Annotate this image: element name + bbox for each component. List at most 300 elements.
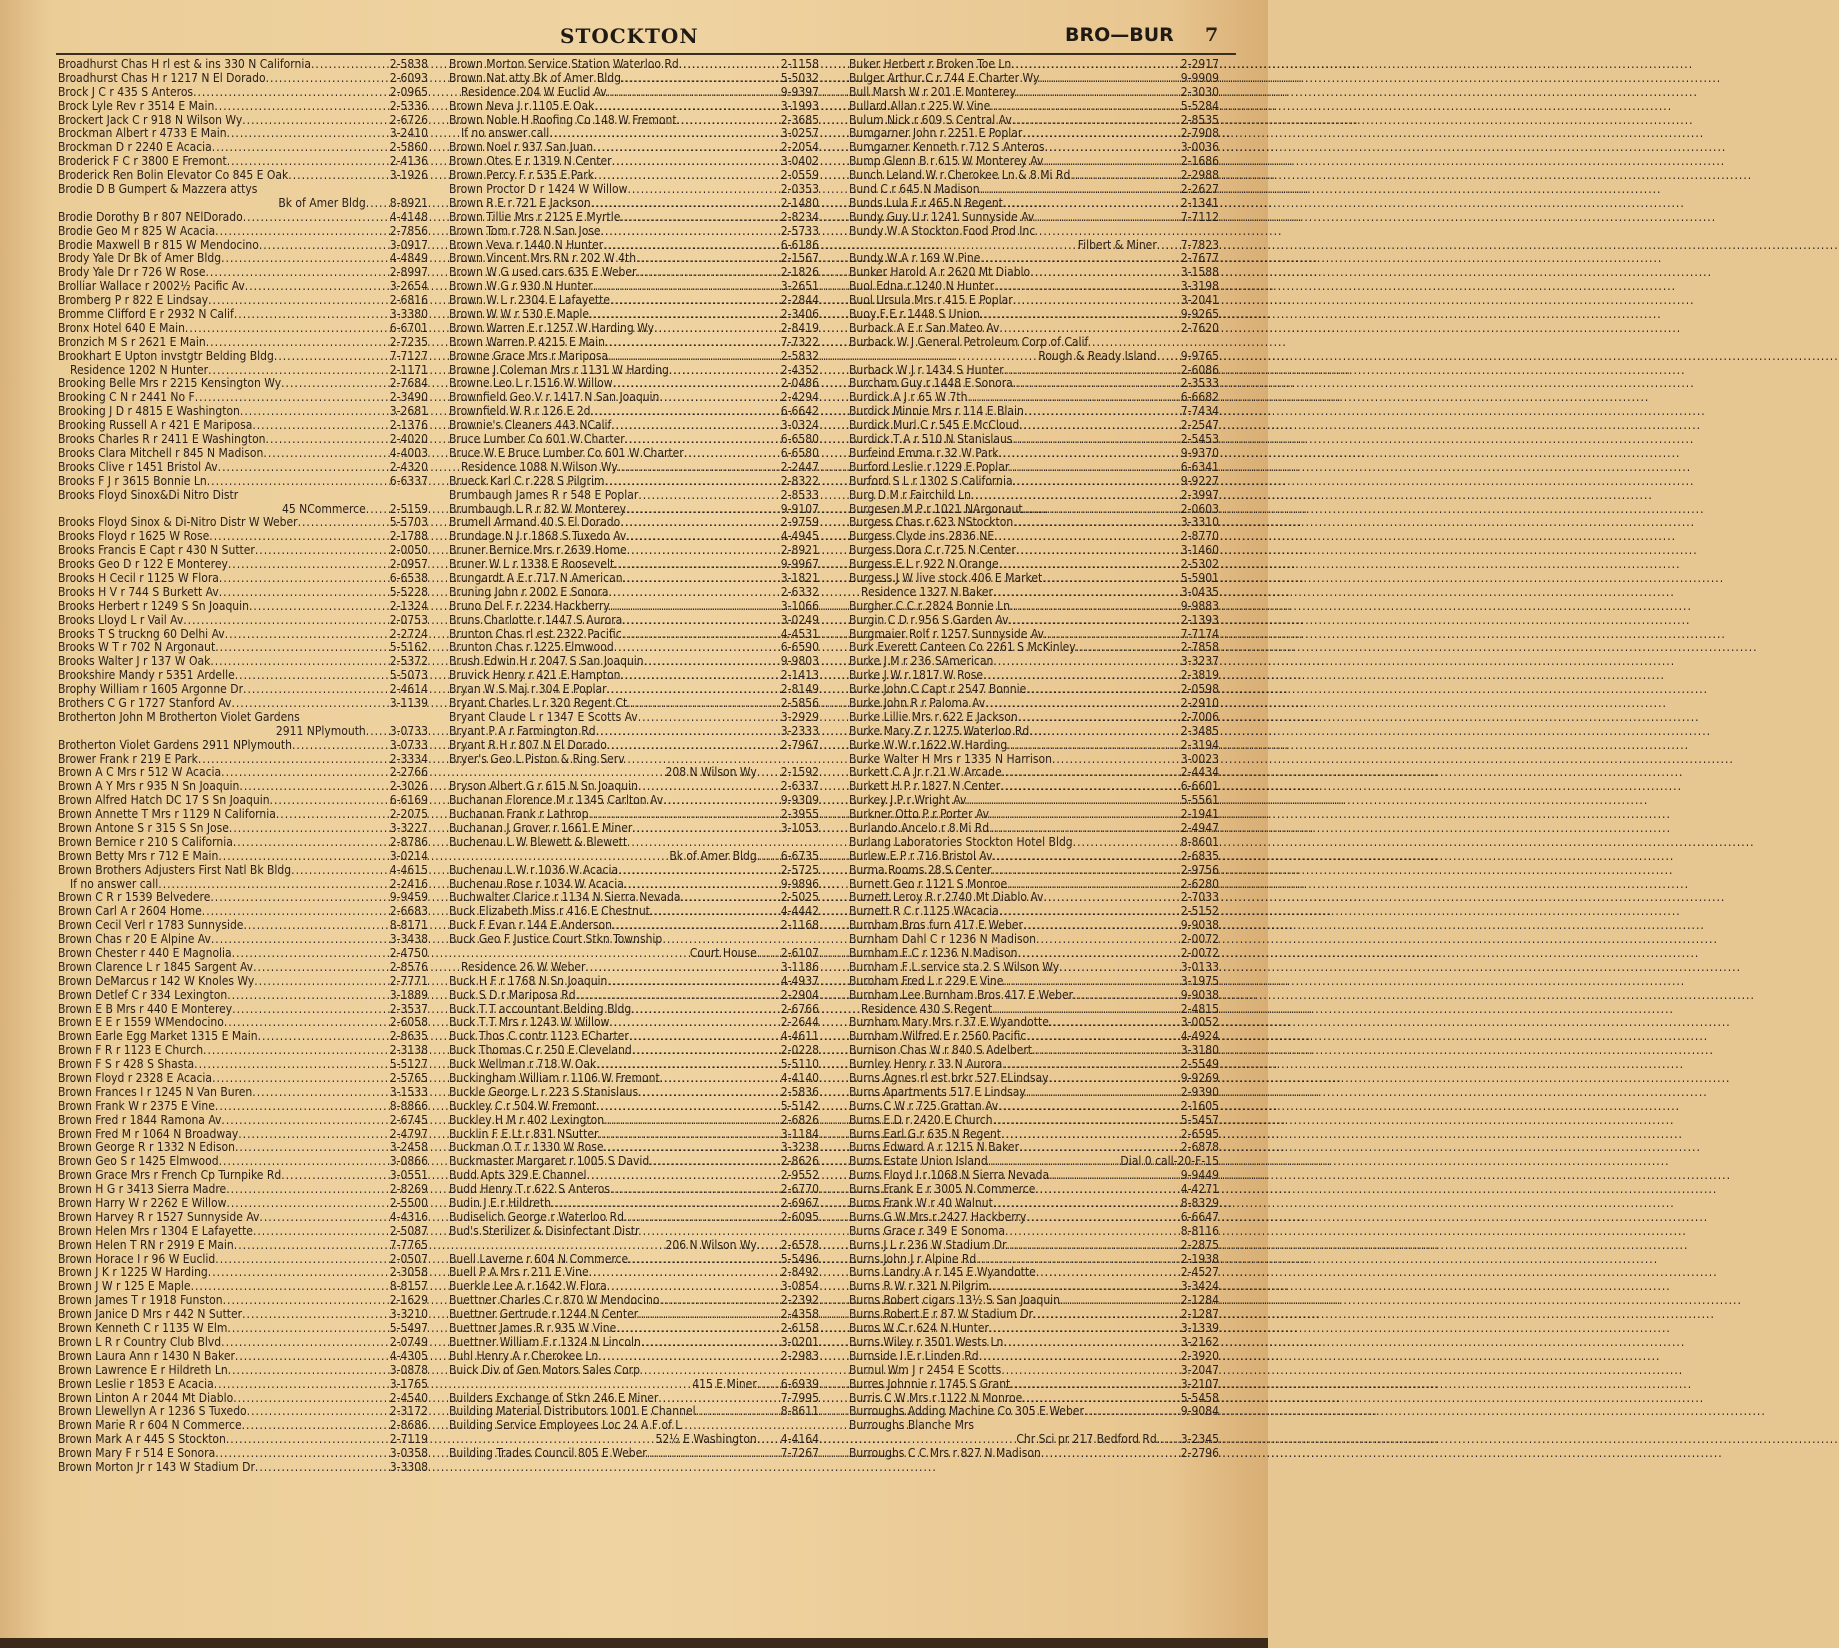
listing-name: Brock Lyle Rev r 3514 E Main — [58, 98, 215, 113]
leader-dots — [212, 1072, 390, 1086]
listing-entry — [58, 72, 428, 86]
listing-phone: 4-4316 — [389, 1209, 428, 1224]
leader-dots — [221, 252, 390, 266]
listing-phone: 2-5860 — [389, 140, 428, 155]
listing-phone: 4-4140 — [780, 1071, 819, 1086]
listing-entry — [58, 614, 428, 628]
listing-entry — [449, 1308, 819, 1322]
listing-name: Burback A E r San Mateo Av — [849, 320, 1000, 335]
listing-phone: 2-0486 — [780, 376, 819, 391]
listing-entry — [58, 1364, 428, 1378]
listing-name: Buckle George L r 223 S Stanislaus — [449, 1084, 639, 1099]
listing-phone: 2-1826 — [780, 265, 819, 280]
leader-dots — [1016, 86, 1181, 100]
listing-phone: 3-2041 — [1180, 293, 1219, 308]
leader-dots — [549, 127, 781, 141]
listing-phone: 2-7006 — [1180, 709, 1219, 724]
listing-entry — [449, 1086, 819, 1100]
listing-name: Burdick A J r 65 W 7th — [849, 390, 968, 405]
listing-entry — [58, 1322, 428, 1336]
listing-name: Bund C r 645 N Madison — [849, 182, 980, 197]
listing-entry — [849, 891, 1219, 905]
listing-entry — [449, 266, 819, 280]
leader-dots — [591, 197, 781, 211]
listing-name: Brown A Y Mrs r 935 N Sn Joaquin — [58, 779, 240, 794]
listing-phone: 2-6337 — [780, 779, 819, 794]
listing-name: Burford S L r 1302 S California — [849, 473, 1013, 488]
listing-entry — [58, 1128, 428, 1142]
listing-name: Bryson Albert G r 615 N Sn Joaquin — [449, 779, 638, 794]
listing-name: Brown Lawrence E r Hildreth Ln — [58, 1362, 228, 1377]
listing-phone: 4-4924 — [1180, 1029, 1219, 1044]
leader-dots — [215, 1100, 390, 1114]
listing-name: Burns Grace r 349 E Sonoma — [849, 1223, 1005, 1238]
listing-entry — [58, 1308, 428, 1322]
listing-phone: 4-4611 — [780, 1029, 819, 1044]
listing-entry — [449, 1419, 819, 1433]
leader-dots — [263, 447, 389, 461]
listing-phone: 3-3198 — [1180, 279, 1219, 294]
listing-entry — [58, 878, 428, 892]
leader-dots — [1157, 350, 1181, 364]
listing-phone: 9-9803 — [780, 654, 819, 669]
listing-phone: 2-9756 — [1180, 862, 1219, 877]
listing-name: Browne J Coleman Mrs r 1131 W Harding — [449, 362, 669, 377]
listing-entry — [58, 933, 428, 947]
listing-entry — [449, 558, 819, 572]
listing-phone: 2-2910 — [1180, 695, 1219, 710]
listing-entry — [449, 1169, 819, 1183]
listing-phone: 3-3238 — [780, 1140, 819, 1155]
listing-entry — [449, 989, 819, 1003]
listing-phone: 2-2644 — [780, 1015, 819, 1030]
listing-entry — [58, 947, 428, 961]
leader-dots — [663, 794, 781, 808]
listing-phone: 2-2054 — [780, 140, 819, 155]
listing-phone: 2-4358 — [780, 1307, 819, 1322]
listing-entry — [449, 766, 819, 780]
leader-dots — [649, 1155, 781, 1169]
listing-phone: 3-1339 — [1180, 1321, 1219, 1336]
leader-dots — [185, 322, 390, 336]
listing-phone: 2-2983 — [780, 1348, 819, 1363]
listing-phone: 2-1480 — [780, 195, 819, 210]
leader-dots — [627, 183, 780, 197]
listing-name: Brooks H Cecil r 1125 W Flora — [58, 570, 219, 585]
listing-phone: 2-3920 — [1180, 1348, 1219, 1363]
listing-name: Burnul Wm J r 2454 E Scotts — [849, 1362, 1002, 1377]
listing-name: Bronzich M S r 2621 E Main — [58, 334, 206, 349]
listing-phone: 2-0965 — [389, 84, 428, 99]
listing-phone: 2-2875 — [1180, 1237, 1219, 1252]
listing-entry — [849, 1211, 1219, 1225]
leader-dots — [1036, 933, 1181, 947]
listing-name: Court House — [689, 946, 757, 960]
listing-entry — [58, 891, 428, 905]
listing-name: Burns Wiley r 3501 Wests Ln — [849, 1334, 1004, 1349]
listing-entry — [449, 58, 819, 72]
listing-entry — [849, 655, 1219, 669]
leader-dots — [696, 1405, 781, 1419]
listing-name: Brodie Maxwell B r 815 W Mendocino — [58, 237, 259, 252]
listing-name: Brown Fred M r 1064 N Broadway — [58, 1126, 239, 1141]
listing-name: Buettner William F r 1324 N Lincoln — [449, 1334, 641, 1349]
listing-entry — [449, 669, 819, 683]
listing-name: Buck Geo F Justice Court Stkn Township — [449, 932, 663, 947]
listing-name: Burnham Mary Mrs r 37 E Wyandotte — [849, 1015, 1049, 1030]
leader-dots — [992, 850, 1180, 864]
listing-phone: 2-9390 — [1180, 1084, 1219, 1099]
listing-phone: 3-0435 — [1180, 584, 1219, 599]
listing-name: Brown Leslie r 1853 E Acacia — [58, 1376, 214, 1391]
listing-name: Bud's Sterilizer & Disinfectant Distr — [449, 1223, 640, 1238]
listing-name: Broderick F C r 3800 E Fremont — [58, 154, 227, 169]
listing-phone: 4-4305 — [389, 1348, 428, 1363]
listing-entry — [849, 1419, 1219, 1433]
listing-entry — [58, 322, 428, 336]
listing-name: Burns John J r Alpine Rd — [849, 1251, 977, 1266]
listing-entry — [58, 1183, 428, 1197]
listing-entry — [58, 544, 428, 558]
listing-phone: 2-4797 — [389, 1126, 428, 1141]
leader-dots — [1017, 947, 1180, 961]
listing-phone: 2-1413 — [780, 668, 819, 683]
listing-phone: 3-0733 — [389, 737, 428, 752]
listing-entry — [58, 266, 428, 280]
listing-entry — [449, 655, 819, 669]
listing-phone: 9-9269 — [1180, 1071, 1219, 1086]
leader-dots — [1039, 72, 1180, 86]
listing-phone: 3-0249 — [780, 612, 819, 627]
listing-entry — [58, 711, 428, 725]
leader-dots — [292, 739, 390, 753]
leader-dots — [202, 905, 390, 919]
leader-dots — [270, 794, 390, 808]
listing-entry — [849, 933, 1219, 947]
listing-phone: 3-3424 — [1180, 1279, 1219, 1294]
listing-name: Buckmaster Margaret r 1005 S David — [449, 1154, 650, 1169]
listing-name: Burnham Dahl C r 1236 N Madison — [849, 932, 1037, 947]
listing-name: Burris C W Mrs r 1122 N Monroe — [849, 1390, 1023, 1405]
listing-entry — [449, 1266, 819, 1280]
leader-dots — [980, 252, 1180, 266]
listing-entry — [449, 489, 819, 503]
listing-entry — [849, 1072, 1219, 1086]
listing-phone: 3-3180 — [1180, 1043, 1219, 1058]
listing-entry — [449, 530, 819, 544]
listing-phone: 7-7765 — [389, 1237, 428, 1252]
leader-dots — [1003, 1336, 1180, 1350]
leader-dots — [638, 780, 781, 794]
listing-entry — [449, 1030, 819, 1044]
listing-name: Brooking Belle Mrs r 2215 Kensington Wy — [58, 376, 282, 391]
listing-entry — [449, 503, 819, 517]
listing-name: Brown Helen T RN r 2919 E Main — [58, 1237, 234, 1252]
leader-dots — [1024, 405, 1181, 419]
listing-entry — [449, 239, 819, 253]
listing-entry — [449, 447, 819, 461]
listing-phone: 2-2844 — [780, 293, 819, 308]
listing-phone: 3-0052 — [1180, 1015, 1219, 1030]
leader-dots — [593, 280, 781, 294]
listing-name: Brown R E r 721 E Jackson — [449, 195, 591, 210]
listing-entry — [849, 558, 1219, 572]
page-header — [0, 20, 1268, 54]
listing-phone: 9-9038 — [1180, 987, 1219, 1002]
listing-phone: 6-6169 — [389, 793, 428, 808]
listing-name: Brooks Charles R r 2411 E Washington — [58, 432, 266, 447]
leader-dots — [209, 530, 389, 544]
listing-name: Buck S D r Mariposa Rd — [449, 987, 576, 1002]
listing-entry — [849, 239, 1219, 253]
listing-name: Burnham Wilfred E r 2560 Pacific — [849, 1029, 1027, 1044]
leader-dots — [1052, 753, 1181, 767]
leader-dots — [757, 766, 781, 780]
listing-phone: 2-8626 — [780, 1154, 819, 1169]
listing-name: Buck Thomas C r 250 E Cleveland — [449, 1043, 632, 1058]
listing-phone: 2-8997 — [389, 265, 428, 280]
leader-dots — [601, 225, 781, 239]
leader-dots — [757, 850, 781, 864]
leader-dots — [366, 503, 390, 517]
leader-dots — [625, 433, 781, 447]
listing-phone: 2-7967 — [780, 737, 819, 752]
listing-name: Bundy W A r 169 W Pine — [849, 251, 981, 266]
listing-entry — [849, 836, 1219, 850]
listing-phone: 3-0036 — [1180, 140, 1219, 155]
leader-dots — [214, 100, 389, 114]
leader-dots — [605, 336, 781, 350]
leader-dots — [208, 294, 390, 308]
listing-entry — [58, 1266, 428, 1280]
listing-entry — [58, 447, 428, 461]
leader-dots — [980, 308, 1181, 322]
listing-entry — [849, 614, 1219, 628]
listing-name: Bronx Hotel 640 E Main — [58, 320, 185, 335]
leader-dots — [253, 961, 390, 975]
listing-phone: 3-1889 — [389, 987, 428, 1002]
listing-phone: 2-2416 — [389, 876, 428, 891]
listing-entry — [449, 1378, 819, 1392]
listing-entry — [449, 1128, 819, 1142]
listing-name: Bumgarner Kenneth r 712 S Anteros — [849, 140, 1045, 155]
leader-dots — [215, 641, 390, 655]
leader-dots — [1073, 836, 1181, 850]
listing-phone: 7-7267 — [780, 1446, 819, 1461]
leader-dots — [1032, 1044, 1181, 1058]
listing-phone: 2-4136 — [389, 154, 428, 169]
listing-entry — [449, 780, 819, 794]
leader-dots — [255, 1461, 390, 1475]
listing-entry — [849, 489, 1219, 503]
listing-entry — [849, 1294, 1219, 1308]
leader-dots — [644, 655, 781, 669]
listing-phone: 2-5725 — [780, 862, 819, 877]
listing-phone: 2-8492 — [780, 1265, 819, 1280]
listing-entry — [58, 252, 428, 266]
listing-name: Brown Annette T Mrs r 1129 N California — [58, 807, 276, 822]
listing-phone: 2-3997 — [1180, 487, 1219, 502]
listing-entry — [849, 1253, 1219, 1267]
listing-entry — [58, 1044, 428, 1058]
listing-name: Burns C W r 725 Grattan Av — [849, 1098, 999, 1113]
listing-phone: 8-8921 — [389, 195, 428, 210]
listing-phone: 8-8116 — [1180, 1223, 1219, 1238]
listing-name: Bulger Arthur C r 744 E Charter Wy — [849, 70, 1040, 85]
listing-phone: 6-6735 — [780, 848, 819, 863]
listing-phone: 7-7995 — [780, 1390, 819, 1405]
listing-phone: 2-6086 — [1180, 362, 1219, 377]
listing-name: Burg D M r Fairchild Ln — [849, 487, 971, 502]
listing-phone: 2-7684 — [389, 376, 428, 391]
listing-entry — [58, 530, 428, 544]
leader-dots — [677, 114, 781, 128]
leader-dots — [1026, 1030, 1180, 1044]
leader-dots — [611, 419, 780, 433]
leader-dots — [638, 1086, 781, 1100]
listing-entry — [849, 1141, 1219, 1155]
listing-phone: 2-8576 — [389, 959, 428, 974]
leader-dots — [291, 864, 390, 878]
listing-entry — [58, 516, 428, 530]
listing-phone: 9-9909 — [1180, 70, 1219, 85]
listing-phone: 2-6967 — [780, 1196, 819, 1211]
leader-dots — [980, 183, 1181, 197]
leader-dots — [1012, 433, 1180, 447]
listing-name: Brown Clarence L r 1845 Sargent Av — [58, 959, 254, 974]
leader-dots — [983, 669, 1181, 683]
leader-dots — [239, 780, 389, 794]
listing-name: Buettner James R r 935 W Vine — [449, 1321, 617, 1336]
listing-name: Brown Veva r 1440 N Hunter — [449, 237, 604, 252]
leader-dots — [1001, 1128, 1181, 1142]
listing-phone: 2-5152 — [1180, 904, 1219, 919]
listing-name: Buell Laverne r 604 N Commerce — [449, 1251, 629, 1266]
listing-name: Burnham Bros furn 417 E Weber — [849, 918, 1023, 933]
leader-dots — [994, 530, 1181, 544]
listing-entry — [849, 1350, 1219, 1364]
listing-phone: 3-0023 — [1180, 751, 1219, 766]
listing-phone: 2-3030 — [1180, 84, 1219, 99]
listing-phone: 2-6595 — [1180, 1126, 1219, 1141]
leader-dots — [214, 1378, 390, 1392]
listing-entry — [58, 1016, 428, 1030]
listing-entry — [58, 419, 428, 433]
listing-phone: 2-8234 — [780, 209, 819, 224]
leader-dots — [203, 1044, 390, 1058]
listing-phone: 2-6683 — [389, 904, 428, 919]
listing-name: Burnham Fred L r 229 E Vine — [849, 973, 1004, 988]
listing-name: Brookshire Mandy r 5351 Ardelle — [58, 668, 235, 683]
leader-dots — [1084, 1405, 1181, 1419]
listing-entry — [449, 516, 819, 530]
listing-phone: 9-9883 — [1180, 598, 1219, 613]
listing-entry — [849, 766, 1219, 780]
listing-name: Brown Marie R r 604 N Commerce — [58, 1418, 242, 1433]
listing-name: Burkett C A Jr r 21 W Arcade — [849, 765, 1002, 780]
listing-phone: 2-8535 — [1180, 112, 1219, 127]
leader-dots — [1157, 239, 1181, 253]
listing-name: Bryant P A r Farmington Rd — [449, 723, 596, 738]
leader-dots — [551, 1197, 781, 1211]
listing-phone: 2-3490 — [389, 390, 428, 405]
listing-name: Brown Harry W r 2262 E Willow — [58, 1196, 227, 1211]
listing-name: Burns J L r 236 W Stadium Dr — [849, 1237, 1007, 1252]
listing-name: Brumell Armand 40 S El Dorado — [449, 515, 621, 530]
leader-dots — [610, 1183, 781, 1197]
leader-dots — [1011, 58, 1181, 72]
listing-entry — [449, 1253, 819, 1267]
listing-name: Brooking J D r 4815 E Washington — [58, 404, 240, 419]
listing-phone: 2-3955 — [780, 807, 819, 822]
leader-dots — [631, 1003, 781, 1017]
listing-entry — [58, 1141, 428, 1155]
leader-dots — [1005, 1225, 1181, 1239]
listing-name: Bk of Amer Bldg — [278, 195, 366, 210]
listing-entry — [449, 461, 819, 475]
listing-name: Brockman D r 2240 E Acacia — [58, 140, 212, 155]
leader-dots — [227, 155, 390, 169]
listing-phone: 2-2627 — [1180, 182, 1219, 197]
listing-name: Brown Noble H Roofing Co 148 W Fremont — [449, 112, 677, 127]
leader-dots — [281, 1169, 390, 1183]
listing-entry — [449, 1100, 819, 1114]
listing-entry — [449, 252, 819, 266]
listing-phone: 9-9765 — [1180, 348, 1219, 363]
listing-phone: 2-5372 — [389, 654, 428, 669]
listing-entry — [849, 850, 1219, 864]
listing-phone: 9-9896 — [780, 876, 819, 891]
listing-name: Brodie Dorothy B r 807 NElDorado — [58, 209, 243, 224]
listing-name: Brownfield Geo V r 1417 N San Joaquin — [449, 390, 660, 405]
listing-name: Burke Mary Z r 1275 Waterloo Rd — [849, 723, 1030, 738]
leader-dots — [233, 836, 390, 850]
listing-phone: 2-5838 — [389, 57, 428, 71]
listing-name: Brown Linton A r 2044 Mt Diablo — [58, 1390, 234, 1405]
leader-dots — [1007, 1239, 1181, 1253]
leader-dots — [224, 1016, 390, 1030]
leader-dots — [259, 1211, 389, 1225]
leader-dots — [603, 239, 781, 253]
listing-phone: 5-5032 — [780, 70, 819, 85]
listing-phone: 3-1533 — [389, 1084, 428, 1099]
listing-entry — [58, 1169, 428, 1183]
listing-phone: 2-1686 — [1180, 154, 1219, 169]
leader-dots — [609, 1016, 780, 1030]
leader-dots — [228, 1364, 390, 1378]
listing-name: Brothers C G r 1727 Stanford Av — [58, 695, 232, 710]
listing-name: Bruner Bernice Mrs r 2639 Home — [449, 543, 627, 558]
listing-name: Brown Neva J r 1105 E Oak — [449, 98, 595, 113]
listing-entry — [849, 1058, 1219, 1072]
listing-phone: 2-6332 — [780, 584, 819, 599]
listing-phone: 5-5110 — [780, 1057, 819, 1072]
listing-phone: 7-7127 — [389, 348, 428, 363]
listing-phone: 2-6058 — [389, 1015, 428, 1030]
listing-name: Buhl Henry A r Cherokee Ln — [449, 1348, 599, 1363]
listing-entry — [58, 794, 428, 808]
listing-entry — [849, 739, 1219, 753]
listing-entry — [58, 989, 428, 1003]
listing-name: 206 N Wilson Wy — [665, 1237, 757, 1252]
listing-name: Burres Johnnie r 1745 S Grant — [849, 1376, 1011, 1391]
listing-phone: 2-5836 — [780, 1084, 819, 1099]
listing-phone: 2-3406 — [780, 307, 819, 322]
listing-phone: 2-2392 — [780, 1293, 819, 1308]
listing-phone: 2-5453 — [1180, 432, 1219, 447]
leader-dots — [226, 1183, 390, 1197]
listing-entry — [849, 1100, 1219, 1114]
